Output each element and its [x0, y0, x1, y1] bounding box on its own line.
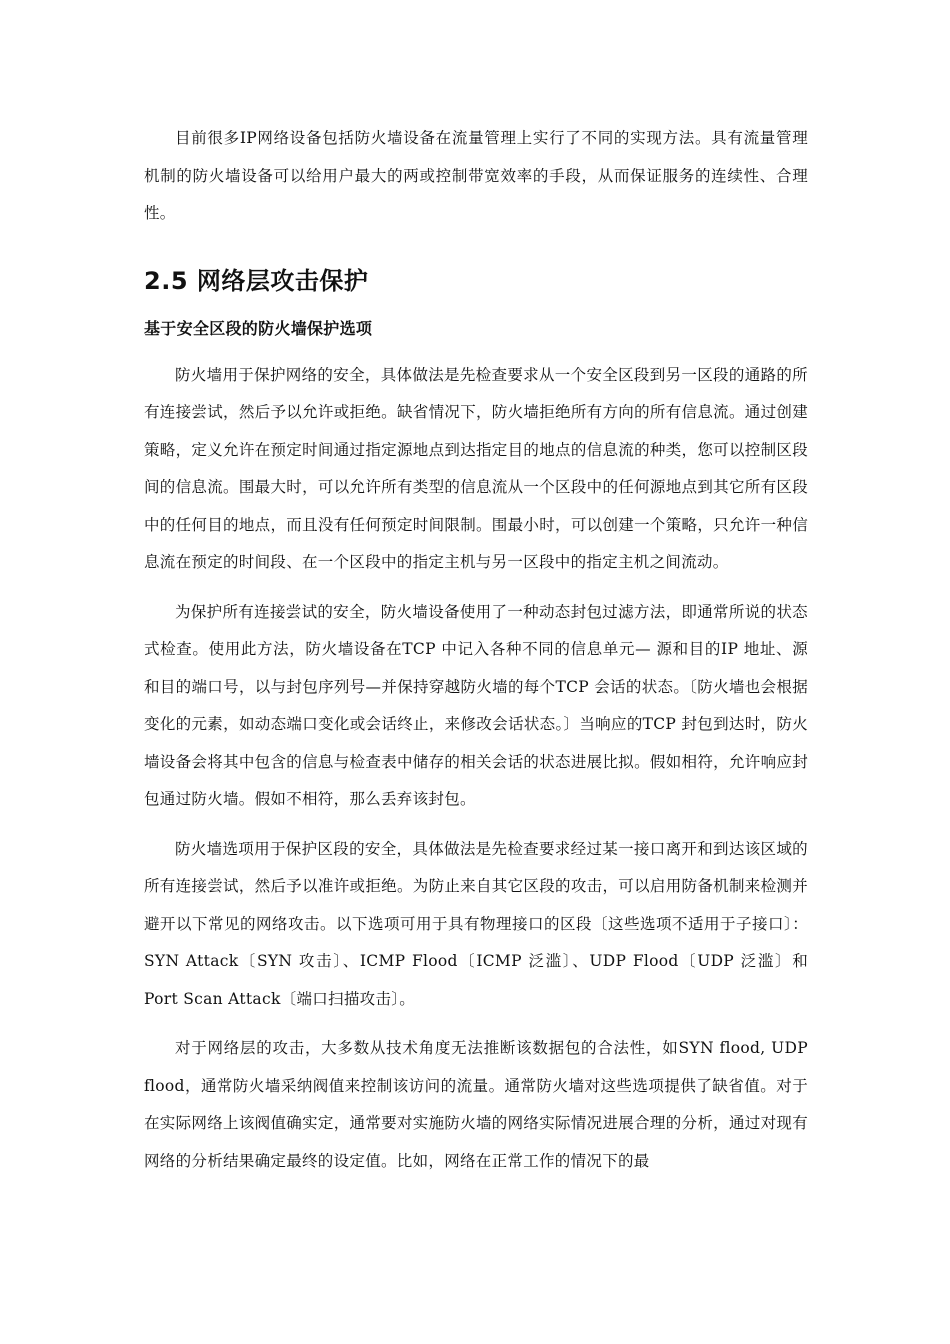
intro-paragraph: 目前很多IP网络设备包括防火墙设备在流量管理上实行了不同的实现方法。具有流量管理机制的防火墙设备可以给用户最大的两或控制带宽效率的手段，从而保证服务的连续性、合理性。 [144, 129, 808, 222]
section-title: 2.5 网络层攻击保护 [144, 266, 369, 295]
section-subtitle: 基于安全区段的防火墙保护选项 [144, 318, 373, 338]
body-paragraph-3: 防火墙选项用于保护区段的安全，具体做法是先检查要求经过某一接口离开和到达该区域的所有连接尝试，然后予以准许或拒绝。为防止来自其它区段的攻击，可以启用防备机制来检测并避开以下常见的网络攻击。以下选项可用于具有物理接口的区段〔这些选项不适用于子接口〕：SYN Attack〔SYN 攻击〕、ICMP Flood〔ICMP 泛滥〕、UDP Flood〔UDP 泛滥〕和Port Scan Attack〔端口扫描攻击〕。 [144, 839, 808, 1008]
document-page [144, 120, 808, 1180]
body-paragraph-2: 为保护所有连接尝试的安全，防火墙设备使用了一种动态封包过滤方法，即通常所说的状态式检查。使用此方法，防火墙设备在TCP 中记入各种不同的信息单元— 源和目的IP 地址、源和目的端口号，以与封包序列号—并保持穿越防火墙的每个TCP 会话的状态。〔防火墙也会根据变化的元素，如动态端口变化或会话终止，来修改会话状态。〕当响应的TCP 封包到达时，防火墙设备会将其中包含的信息与检查表中储存的相关会话的状态进展比拟。假如相符，允许响应封包通过防火墙。假如不相符，那么丢弃该封包。 [144, 602, 808, 808]
body-paragraph-4: 对于网络层的攻击，大多数从技术角度无法推断该数据包的合法性，如SYN flood, UDP flood，通常防火墙采纳阀值来控制该访问的流量。通常防火墙对这些选项提供了缺省值。对于在实际网络上该阀值确实定，通常要对实施防火墙的网络实际情况进展合理的分析，通过对现有网络的分析结果确定最终的设定值。比如，网络在正常工作的情况下的最 [144, 1039, 808, 1170]
body-paragraph-1: 防火墙用于保护网络的安全，具体做法是先检查要求从一个安全区段到另一区段的通路的所有连接尝试，然后予以允许或拒绝。缺省情况下，防火墙拒绝所有方向的所有信息流。通过创建策略，定义允许在预定时间通过指定源地点到达指定目的地点的信息流的种类，您可以控制区段间的信息流。围最大时，可以允许所有类型的信息流从一个区段中的任何源地点到其它所有区段中的任何目的地点，而且没有任何预定时间限制。围最小时，可以创建一个策略，只允许一种信息流在预定的时间段、在一个区段中的指定主机与另一区段中的指定主机之间流动。 [144, 365, 808, 571]
